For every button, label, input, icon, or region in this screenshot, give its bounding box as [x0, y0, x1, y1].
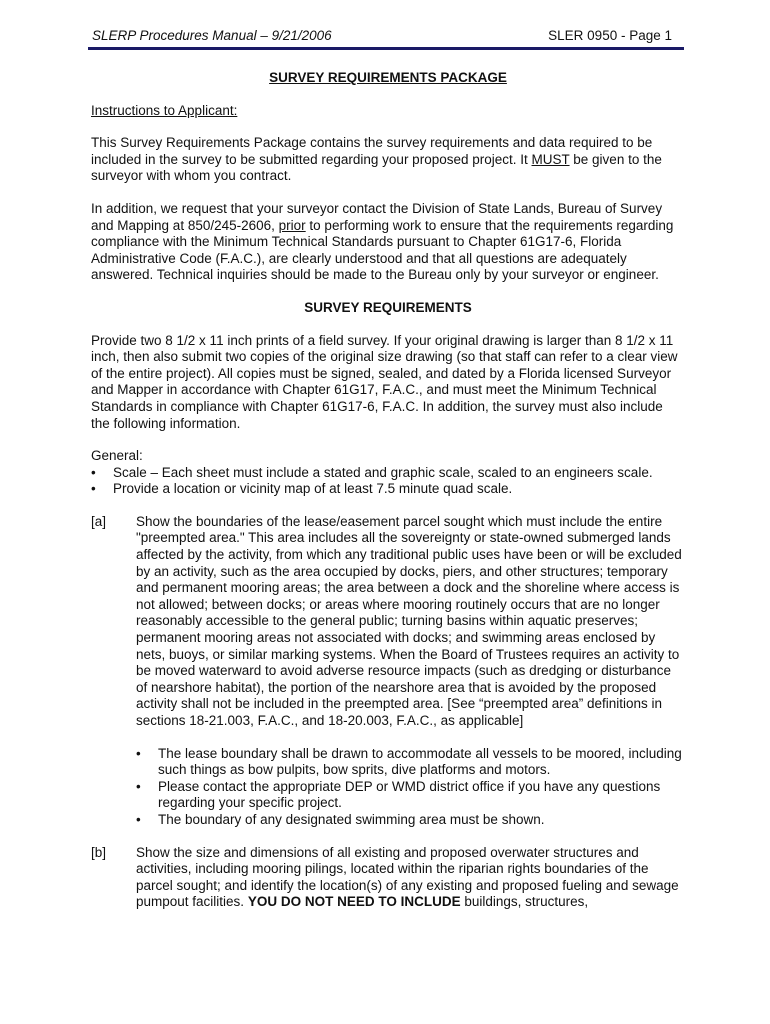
general-bullet: • Provide a location or vicinity map of at least 7.5 minute quad scale. — [91, 481, 685, 498]
item-a-bullet-list — [136, 746, 685, 829]
document-body — [91, 70, 685, 927]
paragraph-intro — [91, 135, 685, 185]
must-emphasis: MUST — [531, 151, 570, 167]
item-b-tail: buildings, structures, — [460, 894, 589, 910]
paragraph-contact-a: In addition, we request that your surveyor contact the Division of State Lands, Bureau of Survey and Mapping at 850/245-2606, — [91, 200, 663, 233]
instructions-heading — [91, 103, 685, 120]
page-header — [88, 27, 684, 50]
requirement-item-b — [91, 845, 685, 911]
item-label: [a] — [91, 513, 107, 529]
header-manual-title: SLERP Procedures Manual – 9/21/2006 — [92, 28, 332, 43]
general-bullet-list — [91, 465, 685, 498]
item-a-bullet: • Please contact the appropriate DEP or WMD district office if you have any questions regarding your specific project. — [136, 779, 685, 812]
item-text — [136, 845, 685, 911]
instructions-heading-text: Instructions to Applicant: — [91, 102, 238, 118]
paragraph-contact-b: to performing work to ensure that the requirements regarding compliance with the Minimum Technical Standards pursuant to Chapter 61G17-6, Florida Administrative Code (F.A.C.), are clearly understood and that all questions are adequately answered. Technical inquiries should be made to the Bureau only by your surveyor or engineer. — [91, 217, 674, 283]
item-text: Show the boundaries of the lease/easement parcel sought which must include the entire "preempted area." This area includes all the sovereignty or state-owned submerged lands affected by the activity, from which any traditional public uses have been or will be excluded by an activity, such as the area occupied by docks, piers, and other structures; temporary and permanent mooring areas; the area between a dock and the shoreline where access is not allowed; between docks; or areas where mooring routinely occurs that are no longer reasonably accessible to the general public; turning basins within aquatic preserves; permanent mooring areas not associated with docks; and swimming areas enclosed by nets, buoys, or similar marking systems. When the Board of Trustees requires an activity to be moved waterward to avoid adverse resource impacts (such as dredging or disturbance of nearshore habitat), the portion of the nearshore area that is avoided by the proposed activity shall not be included in the preempted area. [See “preempted area” definitions in sections 18-21.003, F.A.C., and 18-20.003, F.A.C., as applicable] — [136, 513, 682, 728]
document-title: SURVEY REQUIREMENTS PACKAGE — [269, 70, 507, 85]
header-page-number: SLER 0950 - Page 1 — [548, 28, 672, 43]
paragraph-contact — [91, 201, 685, 284]
item-b-bold: YOU DO NOT NEED TO INCLUDE — [247, 894, 461, 910]
item-a-bullet: • The boundary of any designated swimming area must be shown. — [136, 812, 685, 829]
paragraph-intro-a: This Survey Requirements Package contains the survey requirements and data required to be included in the survey to be submitted regarding your proposed project. It — [91, 135, 653, 167]
requirement-item-a — [91, 514, 685, 829]
prior-emphasis: prior — [278, 217, 306, 233]
item-b-text: Show the size and dimensions of all existing and proposed overwater structures and activities, including mooring pilings, located within the riparian rights boundaries of the parcel sought; and identify the location(s) of any existing and proposed fueling and sewage pumpout facilities. — [136, 844, 679, 910]
item-label: [b] — [91, 844, 107, 860]
paragraph-intro-b: be given to the surveyor with whom you contract. — [91, 151, 662, 184]
general-bullet: • Scale – Each sheet must include a stated and graphic scale, scaled to an engineers scale. — [91, 465, 685, 482]
paragraph-survey: Provide two 8 1/2 x 11 inch prints of a field survey. If your original drawing is larger than 8 1/2 x 11 inch, then also submit two copies of the original size drawing (so that staff can refer to a clear view of the entire project). All copies must be signed, sealed, and dated by a Florida licensed Surveyor and Mapper in accordance with Chapter 61G17, F.A.C., and must meet the Minimum Technical Standards in compliance with Chapter 61G17-6, F.A.C. In addition, the survey must also include the following information. — [91, 332, 678, 431]
section-title: SURVEY REQUIREMENTS — [304, 299, 472, 315]
general-label: General: — [91, 448, 143, 464]
item-a-bullet: • The lease boundary shall be drawn to accommodate all vessels to be moored, including such things as bow pulpits, bow sprits, dive platforms and motors. — [136, 746, 685, 779]
